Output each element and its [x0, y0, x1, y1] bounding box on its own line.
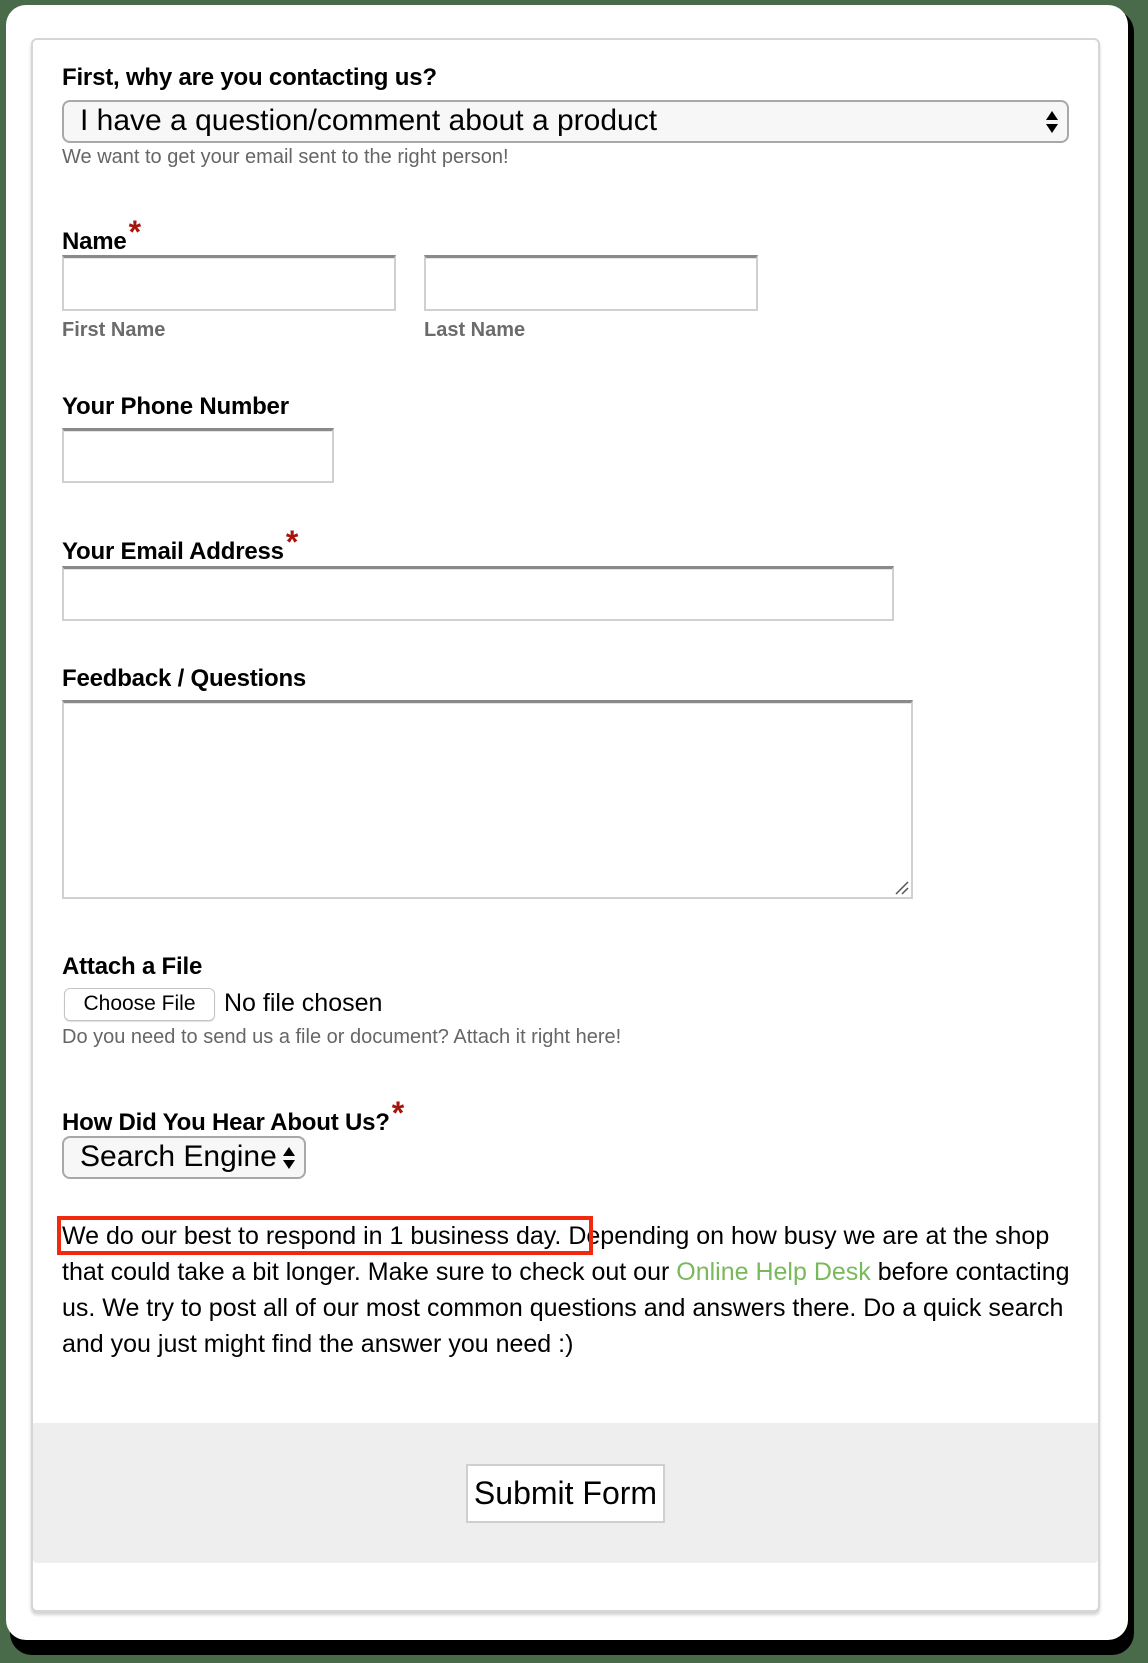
- referral-label-text: How Did You Hear About Us?: [62, 1109, 390, 1136]
- referral-label: [62, 1095, 404, 1138]
- name-label-text: Name: [62, 228, 127, 255]
- email-input[interactable]: [62, 566, 894, 621]
- contact-reason-select[interactable]: [62, 100, 1069, 143]
- annotation-highlight-box: [57, 1216, 593, 1255]
- contact-reason-label-text: First, why are you contacting us?: [62, 64, 437, 91]
- notice-text-before-link: Depending on how busy we are at the shop that could take a bit longer. Make sure to check out our: [62, 1222, 1050, 1286]
- required-asterisk: *: [391, 1095, 404, 1131]
- contact-reason-label: [62, 64, 437, 92]
- select-updown-icon: [282, 1144, 296, 1172]
- last-name-sublabel: Last Name: [424, 319, 526, 341]
- attach-file-hint: Do you need to send us a file or document? Attach it right here!: [62, 1026, 622, 1048]
- first-name-input[interactable]: [62, 255, 396, 311]
- referral-select[interactable]: [62, 1136, 306, 1179]
- feedback-label-text: Feedback / Questions: [62, 665, 307, 692]
- attach-file-label: [62, 953, 202, 981]
- feedback-textarea[interactable]: [62, 700, 913, 899]
- referral-selected-value: Search Engine: [80, 1140, 277, 1173]
- phone-input[interactable]: [62, 428, 334, 483]
- select-updown-icon: [1045, 108, 1059, 136]
- name-label: [62, 214, 141, 257]
- attach-file-label-text: Attach a File: [62, 953, 203, 980]
- submit-form-button[interactable]: Submit Form: [466, 1464, 665, 1523]
- phone-label-text: Your Phone Number: [62, 393, 289, 420]
- email-label-text: Your Email Address: [62, 538, 284, 565]
- required-asterisk: *: [128, 214, 141, 250]
- email-label: [62, 524, 299, 567]
- feedback-label: [62, 665, 306, 693]
- required-asterisk: *: [285, 524, 299, 560]
- choose-file-button[interactable]: Choose File: [64, 988, 215, 1021]
- phone-label: [62, 393, 289, 421]
- notice-text-after-link: before contacting us. We try to post all of our most common questions and answers there. Do a quick search and you just might find the answer you need :): [62, 1258, 1070, 1358]
- file-status-text: No file chosen: [224, 989, 383, 1017]
- contact-reason-selected-value: I have a question/comment about a product: [80, 104, 658, 137]
- first-name-sublabel: First Name: [62, 319, 166, 341]
- last-name-input[interactable]: [424, 255, 758, 311]
- highlighted-sentence: We do our best to respond in 1 business day.: [62, 1222, 562, 1250]
- contact-reason-hint: We want to get your email sent to the right person!: [62, 146, 509, 168]
- online-help-desk-link[interactable]: Online Help Desk: [676, 1258, 871, 1286]
- resize-grip-icon[interactable]: [893, 879, 909, 895]
